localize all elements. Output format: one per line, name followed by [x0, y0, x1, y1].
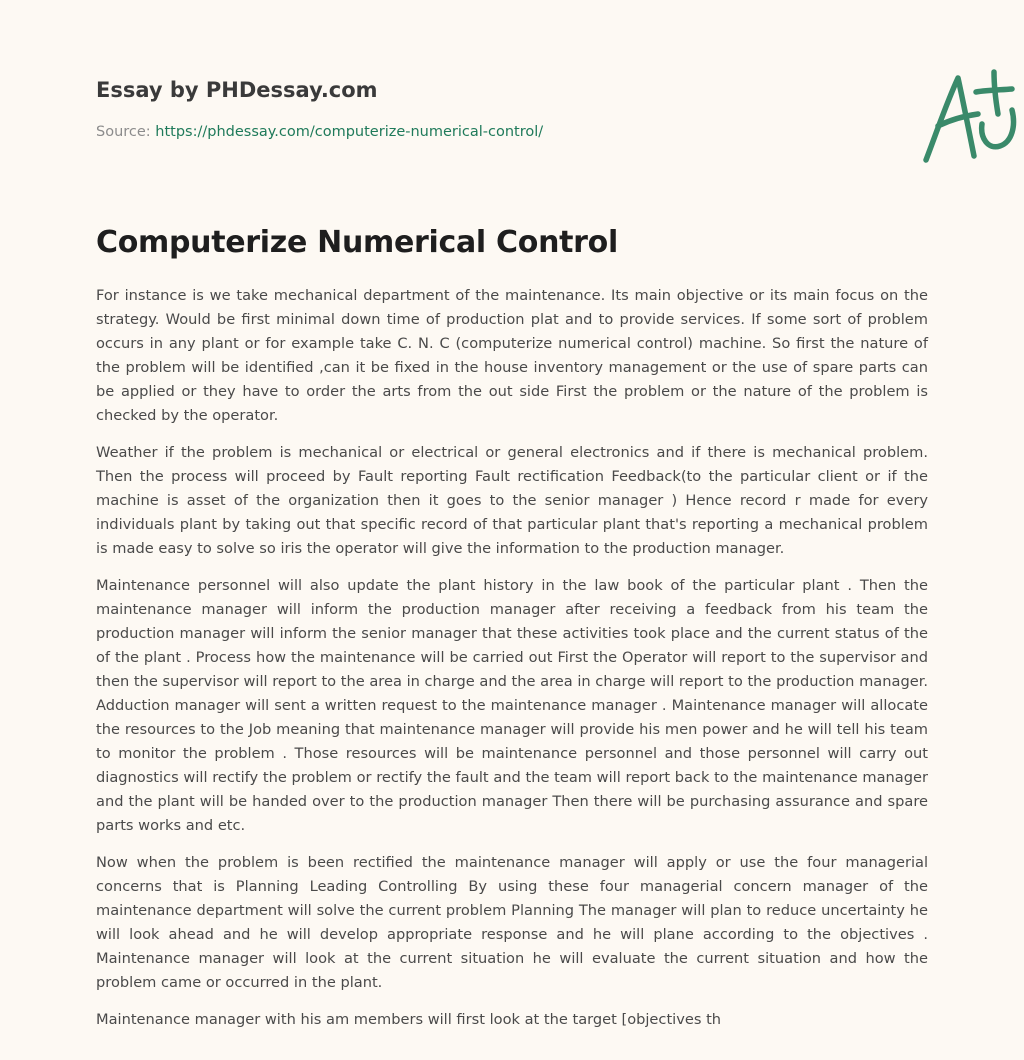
- essay-paragraph: Now when the problem is been rectified the maintenance manager will apply or use the four managerial concerns that is Planning Leading Controlling By using these four managerial concern manager of the maintenance department will solve the current problem Planning The manager will plan to reduce uncertainty he will look ahead and he will develop appropriate response and he will plane according to the objectives . Maintenance manager will look at the current situation he will evaluate the current situation and how the problem came or occurred in the plant.: [96, 854, 928, 991]
- essay-paragraph: For instance is we take mechanical department of the maintenance. Its main objective or its main focus on the strategy. Would be first minimal down time of production plat and to provide services. If some sort of problem occurs in any plant or for example take C. N. C (computerize numerical control) machine. So first the nature of the problem will be identified ,can it be fixed in the house inventory management or the use of spare parts can be applied or they have to order the arts from the out side First the problem or the nature of the problem is checked by the operator.: [96, 287, 928, 424]
- essay-title: Computerize Numerical Control: [96, 225, 618, 260]
- essay-body: [96, 284, 928, 1045]
- essay-paragraph: Weather if the problem is mechanical or electrical or general electronics and if there is mechanical problem. Then the process will proceed by Fault reporting Fault rectification Feedback(to the particular client or if the machine is asset of the organization then it goes to the senior manager ) Hence record r made for every individuals plant by taking out that specific record of that particular plant that's reporting a mechanical problem is made easy to solve so iris the operator will give the information to the production manager.: [96, 444, 928, 557]
- a-plus-logo-icon: [914, 64, 1024, 168]
- source-line: [96, 124, 543, 140]
- source-link[interactable]: https://phdessay.com/computerize-numerical-control/: [155, 124, 544, 140]
- essay-paragraph: Maintenance personnel will also update the plant history in the law book of the particular plant . Then the maintenance manager will inform the production manager after receiving a feedback from his team the production manager will inform the senior manager that these activities took place and the current status of the of the plant . Process how the maintenance will be carried out First the Operator will report to the supervisor and then the supervisor will report to the area in charge and the area in charge will report to the production manager. Adduction manager will sent a written request to the maintenance manager . Maintenance manager will allocate the resources to the Job meaning that maintenance manager will provide his men power and he will tell his team to monitor the problem . Those resources will be maintenance personnel and those personnel will carry out diagnostics will rectify the problem or rectify the fault and the team will report back to the maintenance manager and the plant will be handed over to the production manager Then there will be purchasing assurance and spare parts works and etc.: [96, 577, 928, 834]
- source-label: Source:: [96, 124, 151, 140]
- essay-paragraph: Maintenance manager with his am members will first look at the target [objectives th: [96, 1011, 722, 1028]
- site-title: Essay by PHDessay.com: [96, 78, 378, 102]
